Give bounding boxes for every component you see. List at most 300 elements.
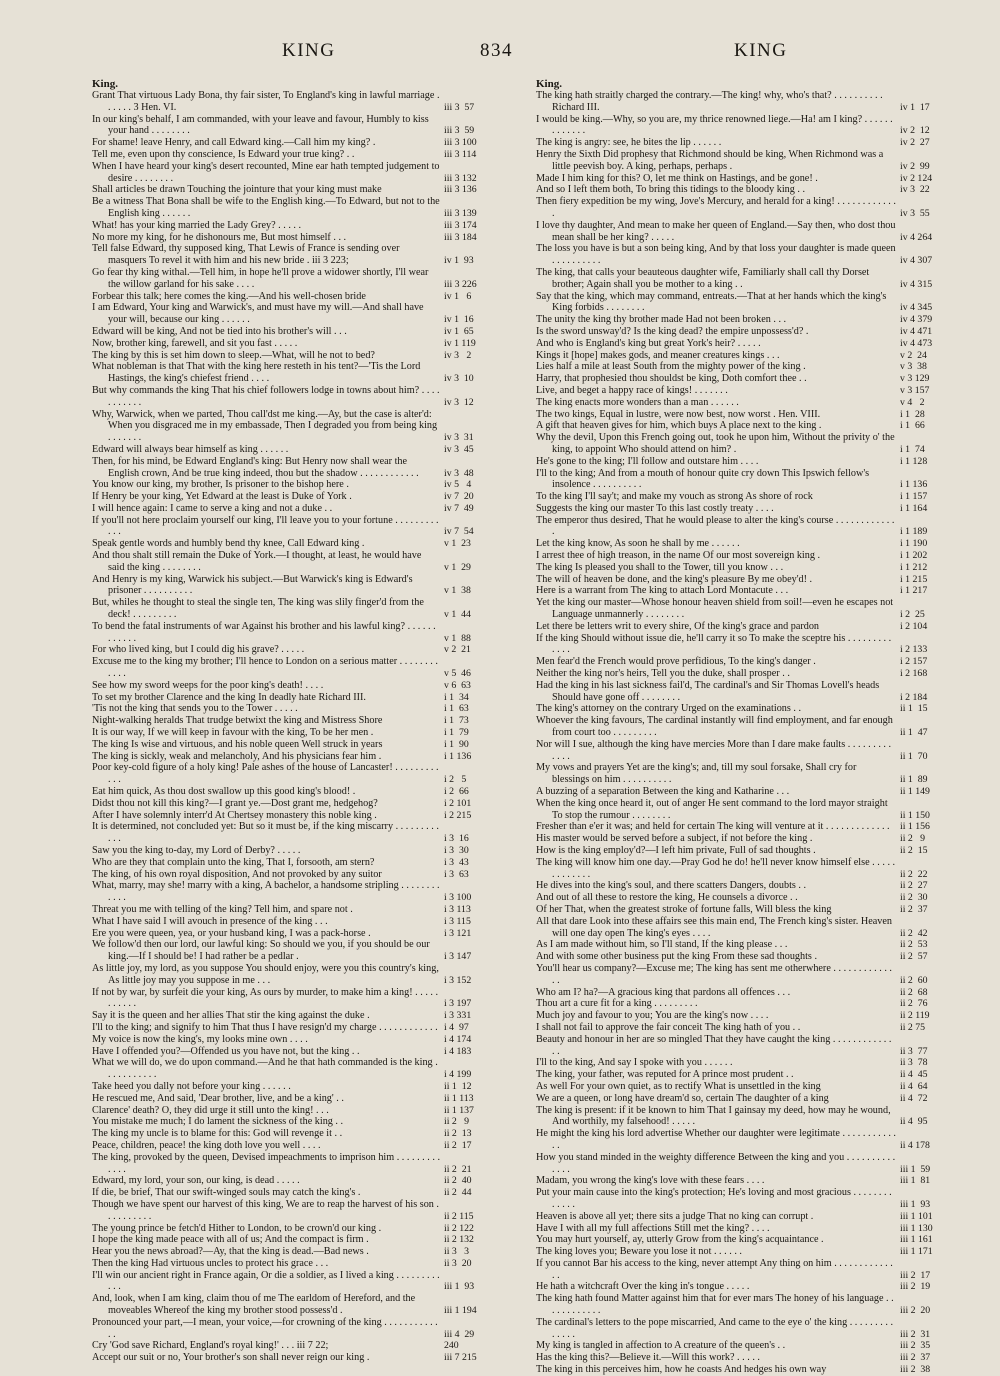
line-reference: ii 1 89 [900,774,928,786]
quotation-text: We follow'd then our lord, our lawful king: So should we you, if you should be our king.—If I should be! I had rather be a pedlar . [92,939,430,963]
quotation-text: Shall articles be drawn Touching the jointure that your king must make [92,184,382,196]
quotation-text: Madam, you wrong the king's love with these fears . . . . [536,1175,765,1187]
quotation-text: All that dare Look into these affairs see this main end, The French king's sister. Heaven will one day open The king's eyes . . . . [536,915,892,939]
line-reference: ii 2 17 [444,1139,472,1151]
quotation-text: Why, Warwick, when we parted, Thou call'dst me king.—Ay, but the case is alter'd: When you disgraced me in my embassade, Then I degraded you from being king . . . . . . . [92,408,438,444]
concordance-entry [92,845,490,857]
concordance-entry [536,90,950,114]
line-reference: iv 1 119 [444,337,476,349]
quotation-text: The king in this perceives him, how he coasts And hedges his own way [536,1364,827,1376]
line-reference: iv 1 17 [900,101,930,113]
concordance-entry [536,515,950,539]
line-reference: v 1 44 [444,609,471,621]
line-reference: iii 3 59 [444,125,475,137]
concordance-entry [536,1293,950,1317]
quotation-text: Kings it [hope] makes gods, and meaner creatures kings . . . [536,349,780,361]
line-reference: iii 3 174 [444,219,477,231]
quotation-text: Saw you the king to-day, my Lord of Derby? . . . . . [92,845,301,856]
concordance-entry [536,267,950,291]
line-reference: v 6 63 [444,679,471,691]
left-column [92,78,490,1364]
line-reference: i 2 168 [900,668,928,680]
concordance-entry [536,338,950,350]
line-reference: ii 1 15 [900,703,928,715]
line-reference: iii 3 139 [444,207,477,219]
quotation-text: Grant That virtuous Lady Bona, thy fair sister, To England's king in lawful marriage . . . . . . 3 Hen. VI. [92,90,440,113]
line-reference: v 1 29 [444,561,471,573]
quotation-text: The young prince be fetch'd Hither to London, to be crown'd our king . [92,1222,382,1234]
concordance-entry [536,998,950,1010]
quotation-text: Tell false Edward, thy supposed king, That Lewis of France is sending over masquers To revel it with him and his new bride . iii 3 223; [92,243,400,267]
line-reference: ii 1 70 [900,750,928,762]
concordance-entry [536,420,950,432]
line-reference: i 1 217 [900,585,928,597]
concordance-entry [92,1140,490,1152]
concordance-entry [536,1034,950,1058]
quotation-text: His master would be served before a subject, if not before the king . [536,833,813,845]
quotation-text: The king Is wise and virtuous, and his noble queen Well struck in years [92,738,383,750]
quotation-text: I'll to the king; And from a mouth of honour quite cry down This Ipswich fellow's insolence . . . . . . . . . . [536,467,870,491]
line-reference: i 1 189 [900,526,928,538]
concordance-entry [92,385,490,409]
concordance-entry [92,350,490,362]
quotation-text: The unity the king thy brother made Had not been broken . . . [536,314,787,326]
concordance-entry [92,987,490,1011]
concordance-entry [92,751,490,763]
line-reference: i 1 128 [900,455,928,467]
quotation-text: Lies half a mile at least South from the mighty power of the king . [536,361,806,373]
concordance-entry [92,114,490,138]
quotation-text: Take heed you dally not before your king . . . . . . [92,1080,291,1092]
concordance-entry [536,373,950,385]
concordance-entry [536,184,950,196]
line-reference: i 4 174 [444,1033,472,1045]
line-reference: iii 2 37 [900,1352,931,1364]
quotation-text: Of her That, when the greatest stroke of fortune falls, Will bless the king [536,903,832,915]
line-reference: iii 3 136 [444,184,477,196]
line-reference: ii 1 156 [900,821,930,833]
concordance-entry [92,409,490,444]
quotation-text: For shame! leave Henry, and call Edward king.—Call him my king? . [92,137,376,149]
concordance-entry [92,739,490,751]
line-reference: iv 4 264 [900,231,933,243]
line-reference: i 3 43 [444,856,469,868]
line-reference: i 1 212 [900,561,928,573]
quotation-text: Harry, that prophesied thou shouldst be king, Doth comfort thee . . [536,373,807,385]
quotation-text: I'll to the king; and signify to him That thus I have resign'd my charge . . . . . . . . . . . . [92,1021,438,1033]
line-reference: iii 1 130 [900,1222,933,1234]
line-reference: ii 2 132 [444,1234,474,1246]
concordance-entry [536,350,950,362]
quotation-text: You mistake me much; I do lament the sickness of the king . . [92,1116,344,1128]
quotation-text: When I have heard your king's desert recounted, Mine ear hath tempted judgement to desire . . . . . . . . [92,160,440,184]
line-reference: ii 2 21 [444,1163,472,1175]
concordance-entry [536,243,950,267]
quotation-text: For who lived king, but I could dig his grave? . . . . . [92,644,305,656]
line-reference: iii 3 57 [444,101,475,113]
quotation-text: Accept our suit or no, Your brother's son shall never reign our king . [92,1352,370,1364]
quotation-text: A gift that heaven gives for him, which buys A place next to the king . [536,420,822,432]
quotation-text: If you'll not here proclaim yourself our king, I'll leave you to your fortune . . . . . . . . . . . . [92,514,439,538]
concordance-entry [92,1223,490,1235]
quotation-text: To set my brother Clarence and the king In deadly hate Richard III. [92,691,366,703]
line-reference: iv 3 22 [900,184,930,196]
quotation-text: Put your main cause into the king's protection; He's loving and most gracious . . . . . . . . . . . . . [536,1187,892,1210]
line-reference: iv 7 20 [444,491,474,503]
concordance-entry [536,1211,950,1223]
line-reference: iii 1 194 [444,1305,477,1317]
line-reference: i 1 164 [900,502,928,514]
concordance-entry [536,1010,950,1022]
line-reference: iv 4 473 [900,337,933,349]
concordance-entry [536,656,950,668]
concordance-entry [92,869,490,881]
line-reference: iv 3 48 [444,467,474,479]
quotation-text: Speak gentle words and humbly bend thy knee, Call Edward king . [92,538,365,550]
concordance-entry [92,1057,490,1081]
line-reference: i 2 5 [444,774,467,786]
quotation-text: The king enacts more wonders than a man . . . . . . [536,396,739,408]
line-reference: iii 1 93 [900,1198,931,1210]
quotation-text: The king by this is set him down to sleep.—What, will he not to bed? [92,349,375,361]
line-reference: ii 2 53 [900,939,928,951]
line-reference: ii 2 27 [900,880,928,892]
line-reference: ii 2 68 [900,986,928,998]
concordance-entry [536,1234,950,1246]
concordance-entry [536,468,950,492]
concordance-entry [536,1246,950,1258]
quotation-text: He's gone to the king; I'll follow and outstare him . . . . [536,455,759,467]
line-reference: iv 1 16 [444,314,474,326]
line-reference: iv 7 54 [444,526,474,538]
concordance-entry [92,267,490,291]
line-reference: i 3 121 [444,927,472,939]
quotation-text: Pronounced your part,—I mean, your voice,—for crowning of the king . . . . . . . . . . . . . [92,1316,438,1340]
quotation-text: It is our way, If we will keep in favour with the king, To be her men . [92,727,374,739]
line-reference: iii 2 19 [900,1281,931,1293]
concordance-entry [536,821,950,833]
line-reference: v 4 2 [900,396,925,408]
concordance-entry [92,1293,490,1317]
line-reference: iii 3 132 [444,172,477,184]
quotation-text: The king hath straitly charged the contrary.—The king! why, who's that? . . . . . . . . . . Richard III. [536,90,883,113]
line-reference: ii 2 44 [444,1187,472,1199]
concordance-entry [92,1116,490,1128]
quotation-text: Poor key-cold figure of a holy king! Pale ashes of the house of Lancaster! . . . . . . . . . . . . [92,762,439,786]
line-reference: iii 1 171 [900,1246,933,1258]
quotation-text: Hear you the news abroad?—Ay, that the king is dead.—Bad news . [92,1246,369,1258]
line-reference: iv 3 10 [444,373,474,385]
concordance-entry [92,444,490,456]
line-reference: iv 4 471 [900,325,933,337]
quotation-text: Now, brother king, farewell, and sit you fast . . . . . [92,337,298,349]
right-column [536,78,950,1376]
concordance-entry [92,1317,490,1341]
concordance-entry [92,291,490,303]
line-reference: ii 2 13 [444,1128,472,1140]
concordance-entry [92,90,490,114]
concordance-entry [92,703,490,715]
concordance-entry [536,904,950,916]
entry-list [536,90,950,1376]
line-reference: i 4 199 [444,1069,472,1081]
concordance-entry [536,1364,950,1376]
quotation-text: As well For your own quiet, as to rectify What is unsettled in the king [536,1080,821,1092]
line-reference: iii 3 100 [444,137,477,149]
concordance-entry [92,621,490,645]
line-reference: iv 1 65 [444,325,474,337]
line-reference: iv 2 27 [900,137,930,149]
line-reference: iv 4 379 [900,314,933,326]
concordance-entry [92,680,490,692]
concordance-entry [92,810,490,822]
quotation-text: Nor will I sue, although the king have mercies More than I dare make faults . . . . . . . . . . . . . [536,738,892,762]
concordance-entry [536,585,950,597]
line-reference: i 3 197 [444,998,472,1010]
concordance-entry [536,220,950,244]
concordance-entry [536,1258,950,1282]
line-reference: ii 2 42 [900,927,928,939]
quotation-text: Peace, children, peace! the king doth love you well . . . . [92,1139,321,1151]
line-reference: ii 1 12 [444,1080,472,1092]
running-head-right: KING [734,40,788,61]
quotation-text: My voice is now the king's, my looks mine own . . . . [92,1033,308,1045]
concordance-entry [536,739,950,763]
concordance-entry [536,326,950,338]
line-reference: i 3 152 [444,974,472,986]
concordance-entry [92,692,490,704]
quotation-text: Let the king know, As soon he shall by me . . . . . . [536,538,740,550]
concordance-entry [536,951,950,963]
concordance-entry [536,762,950,786]
concordance-entry [92,1246,490,1258]
line-reference: i 1 34 [444,691,469,703]
quotation-text: Heaven is above all yet; there sits a judge That no king can corrupt . [536,1210,814,1222]
quotation-text: What nobleman is that That with the king here resteth in his tent?—'Tis the Lord Hastings, the king's chiefest friend . . . . [92,361,421,385]
quotation-text: Cry 'God save Richard, England's royal king!' . . . iii 7 22; [92,1340,329,1352]
line-reference: ii 2 57 [900,951,928,963]
concordance-entry [92,786,490,798]
concordance-entry [92,503,490,515]
quotation-text: Had the king in his last sickness fail'd, The cardinal's and Sir Thomas Lovell's heads Should have gone off . . . . . . . . [536,679,880,703]
quotation-text: And out of all these to restore the king, He counsels a divorce . . [536,892,798,904]
concordance-entry [92,1046,490,1058]
concordance-entry [92,456,490,480]
quotation-text: If Henry be your king, Yet Edward at the least is Duke of York . [92,491,352,503]
quotation-text: I hope the king made peace with all of us; And the compact is firm . [92,1234,369,1246]
quotation-text: The king is present: if it be known to him That I gainsay my deed, how may he wound, And worthily, my falsehood! . . . . . [536,1104,891,1128]
quotation-text: And Henry is my king, Warwick his subject.—But Warwick's king is Edward's prisoner . . . . . . . . . . [92,573,413,597]
quotation-text: The king Is pleased you shall to the Tower, till you know . . . [536,561,784,573]
quotation-text: Live, and beget a happy race of kings! . . . . . . . [536,384,728,396]
line-reference: i 2 184 [900,691,928,703]
line-reference: ii 4 64 [900,1080,928,1092]
quotation-text: My vows and prayers Yet are the king's; and, till my soul forsake, Shall cry for blessings on him . . . . . . . . . . [536,762,857,786]
line-reference: iv 3 55 [900,207,930,219]
line-reference: ii 2 119 [900,1010,930,1022]
line-reference: iv 3 12 [444,396,474,408]
line-reference: i 3 16 [444,833,469,845]
line-reference: i 1 215 [900,573,928,585]
line-reference: iv 2 99 [900,160,930,172]
line-reference: v 2 21 [444,644,471,656]
quotation-text: And so I left them both, To bring this tidings to the bloody king . . [536,184,806,196]
concordance-entry [536,916,950,940]
quotation-text: Then fiery expedition be my wing, Jove's Mercury, and herald for a king! . . . . . . . . . . . . . [536,196,896,219]
concordance-entry [92,1187,490,1199]
line-reference: i 3 100 [444,892,472,904]
line-reference: ii 1 150 [900,809,930,821]
line-reference: i 1 74 [900,443,925,455]
quotation-text: Much joy and favour to you; You are the king's now . . . . [536,1010,769,1022]
quotation-text: When the king once heard it, out of anger He sent command to the lord mayor straight To stop the rumour . . . . . . . . [536,797,888,821]
line-reference: ii 3 77 [900,1045,928,1057]
quotation-text: How you stand minded in the weighty difference Between the king and you . . . . . . . . . . . . . . [536,1151,896,1175]
line-reference: iii 2 20 [900,1305,931,1317]
concordance-entry [536,1057,950,1069]
line-reference: ii 2 30 [900,892,928,904]
line-reference: i 4 183 [444,1045,472,1057]
quotation-text: Say it is the queen and her allies That stir the king against the duke . [92,1010,370,1022]
quotation-text: Men fear'd the French would prove perfidious, To the king's danger . [536,656,816,668]
concordance-entry [92,338,490,350]
concordance-entry [92,857,490,869]
concordance-entry [536,703,950,715]
concordance-entry [536,857,950,881]
quotation-text: What we will do, we do upon command.—And he that hath commanded is the king . . . . . . . . . . . [92,1057,438,1081]
quotation-text: Here is a warrant from The king to attach Lord Montacute . . . [536,585,789,597]
line-reference: i 3 113 [444,903,471,915]
quotation-text: You may hurt yourself, ay, utterly Grow from the king's acquaintance . [536,1234,824,1246]
line-reference: iv 3 2 [444,349,472,361]
line-reference: iv 2 124 [900,172,933,184]
concordance-entry [92,1105,490,1117]
quotation-text: Beauty and honour in her are so mingled That they have caught the king . . . . . . . . . . . . . . [536,1033,892,1057]
quotation-text: He dives into the king's soul, and there scatters Dangers, doubts . . [536,880,807,892]
concordance-entry [92,1199,490,1223]
concordance-entry [92,326,490,338]
line-reference: i 2 157 [900,656,928,668]
quotation-text: If the king Should without issue die, he'll carry it so To make the sceptre his . . . . . . . . . . . . . [536,632,892,656]
quotation-text: And thou shalt still remain the Duke of York.—I thought, at least, he would have said the king . . . . . . . . [92,550,422,573]
quotation-text: Be a witness That Bona shall be wife to the English king.—To Edward, but not to the English king . . . . . . [92,196,440,219]
line-reference: iv 1 93 [444,255,474,267]
line-reference: i 1 157 [900,491,928,503]
headword: King. [92,78,118,90]
concordance-entry [92,904,490,916]
quotation-text: Let there be letters writ to every shire, Of the king's grace and pardon [536,620,820,632]
line-reference: ii 3 3 [444,1246,470,1258]
quotation-text: Tell me, even upon thy conscience, Is Edward your true king? . . [92,148,355,160]
concordance-entry [536,1152,950,1176]
concordance-entry [536,1128,950,1152]
quotation-text: My king is tangled in affection to A creature of the queen's . . [536,1340,786,1352]
concordance-entry [536,1105,950,1129]
quotation-text: I'll to the king, And say I spoke with you . . . . . . [536,1057,733,1069]
quotation-text: But why commands the king That his chief followers lodge in towns about him? . . . . . . . . . . . [92,384,440,408]
line-reference: ii 1 149 [900,786,930,798]
quotation-text: Henry the Sixth Did prophesy that Richmond should be king, When Richmond was a little peevish boy. A king, perhaps, perhaps . [536,148,884,172]
concordance-entry [92,928,490,940]
concordance-entry [536,1317,950,1341]
line-reference: ii 2 22 [900,868,928,880]
quotation-text: As little joy, my lord, as you suppose You should enjoy, were you this country's king, As little joy may you suppose in me . . . [92,962,439,986]
line-reference: i 2 133 [900,644,928,656]
line-reference: i 1 136 [444,750,472,762]
line-reference: ii 2 9 [444,1116,470,1128]
concordance-entry [92,1175,490,1187]
concordance-entry [92,243,490,267]
line-reference: iii 3 184 [444,231,477,243]
line-reference: i 1 90 [444,738,469,750]
line-reference: ii 3 20 [444,1257,472,1269]
concordance-entry [536,550,950,562]
quotation-text: To bend the fatal instruments of war Against his brother and his lawful king? . . . . . . . . . . . . [92,620,436,644]
concordance-entry [536,1093,950,1105]
quotation-text: And who is England's king but great York's heir? . . . . . [536,337,761,349]
line-reference: ii 2 115 [444,1210,474,1222]
concordance-entry [92,1352,490,1364]
quotation-text: If not by war, by surfeit die your king, As ours by murder, to make him a king! . . . . . . . . . . . [92,986,439,1010]
line-reference: ii 1 113 [444,1092,474,1104]
concordance-entry [536,939,950,951]
line-reference: iv 2 12 [900,125,930,137]
quotation-text: The king's attorney on the contrary Urged on the examinations . . [536,703,802,715]
headword: King. [536,78,562,90]
concordance-entry [536,798,950,822]
line-reference: iv 3 45 [444,443,474,455]
line-reference: ii 2 75 [900,1021,926,1033]
concordance-entry [92,1234,490,1246]
quotation-text: What, marry, may she! marry with a king, A bachelor, a handsome stripling . . . . . . . . . . . . [92,880,440,904]
line-reference: iv 4 345 [900,302,933,314]
quotation-text: Go fear thy king withal.—Tell him, in hope he'll prove a widower shortly, I'll wear the willow garland for his sake . . . . [92,266,429,290]
line-reference: i 3 147 [444,951,472,963]
quotation-text: Is the sword unsway'd? Is the king dead? the empire unpossess'd? . [536,325,809,337]
quotation-text: Neither the king nor's heirs, Tell you the duke, shall prosper . . [536,668,790,680]
concordance-entry [536,1340,950,1352]
quotation-text: Didst thou not kill this king?—I grant ye.—Dost grant me, hedgehog? [92,797,378,809]
quotation-text: Then, for his mind, be Edward England's king: But Henry now shall wear the English crown, And be true king indeed, thou but the shadow . . . . . . . . . . . . [92,455,419,479]
quotation-text: If die, be brief, That our swift-winged souls may catch the king's . [92,1187,361,1199]
quotation-text: Threat you me with telling of the king? Tell him, and spare not . [92,903,353,915]
quotation-text: Edward, my lord, your son, our king, is dead . . . . . [92,1175,300,1187]
line-reference: i 2 104 [900,620,928,632]
line-reference: v 5 46 [444,668,471,680]
line-reference: i 1 79 [444,727,469,739]
line-reference: iv 1 6 [444,290,472,302]
quotation-text: The loss you have is but a son being king, And by that loss your daughter is made queen . . . . . . . . . . [536,243,896,267]
quotation-text: Made I him king for this? O, let me think on Hastings, and be gone! . [536,172,818,184]
concordance-entry [536,715,950,739]
concordance-entry [536,538,950,550]
quotation-text: The two kings, Equal in lustre, were now best, now worst . Hen. VIII. [536,408,821,420]
quotation-text: The king, that calls your beauteous daughter wife, Familiarly shall call thy Dorset brother; Again shall you be mother to a king . . [536,266,870,290]
quotation-text: Who am I? ha?—A gracious king that pardons all offences . . . [536,986,791,998]
line-reference: v 1 38 [444,585,471,597]
quotation-text: How is the king employ'd?—I left him private, Full of sad thoughts . [536,845,816,856]
concordance-entry [536,149,950,173]
concordance-entry [536,1069,950,1081]
line-reference: iv 3 31 [444,432,474,444]
concordance-entry [92,1022,490,1034]
concordance-entry [92,963,490,987]
concordance-entry [92,538,490,550]
concordance-entry [536,786,950,798]
quotation-text: No more my king, for he dishonours me, But most himself . . . [92,231,347,243]
quotation-text: You'll hear us company?—Excuse me; The king has sent me otherwhere . . . . . . . . . . . . . . [536,962,892,986]
quotation-text: Then the king Had virtuous uncles to protect his grace . . . [92,1257,329,1269]
